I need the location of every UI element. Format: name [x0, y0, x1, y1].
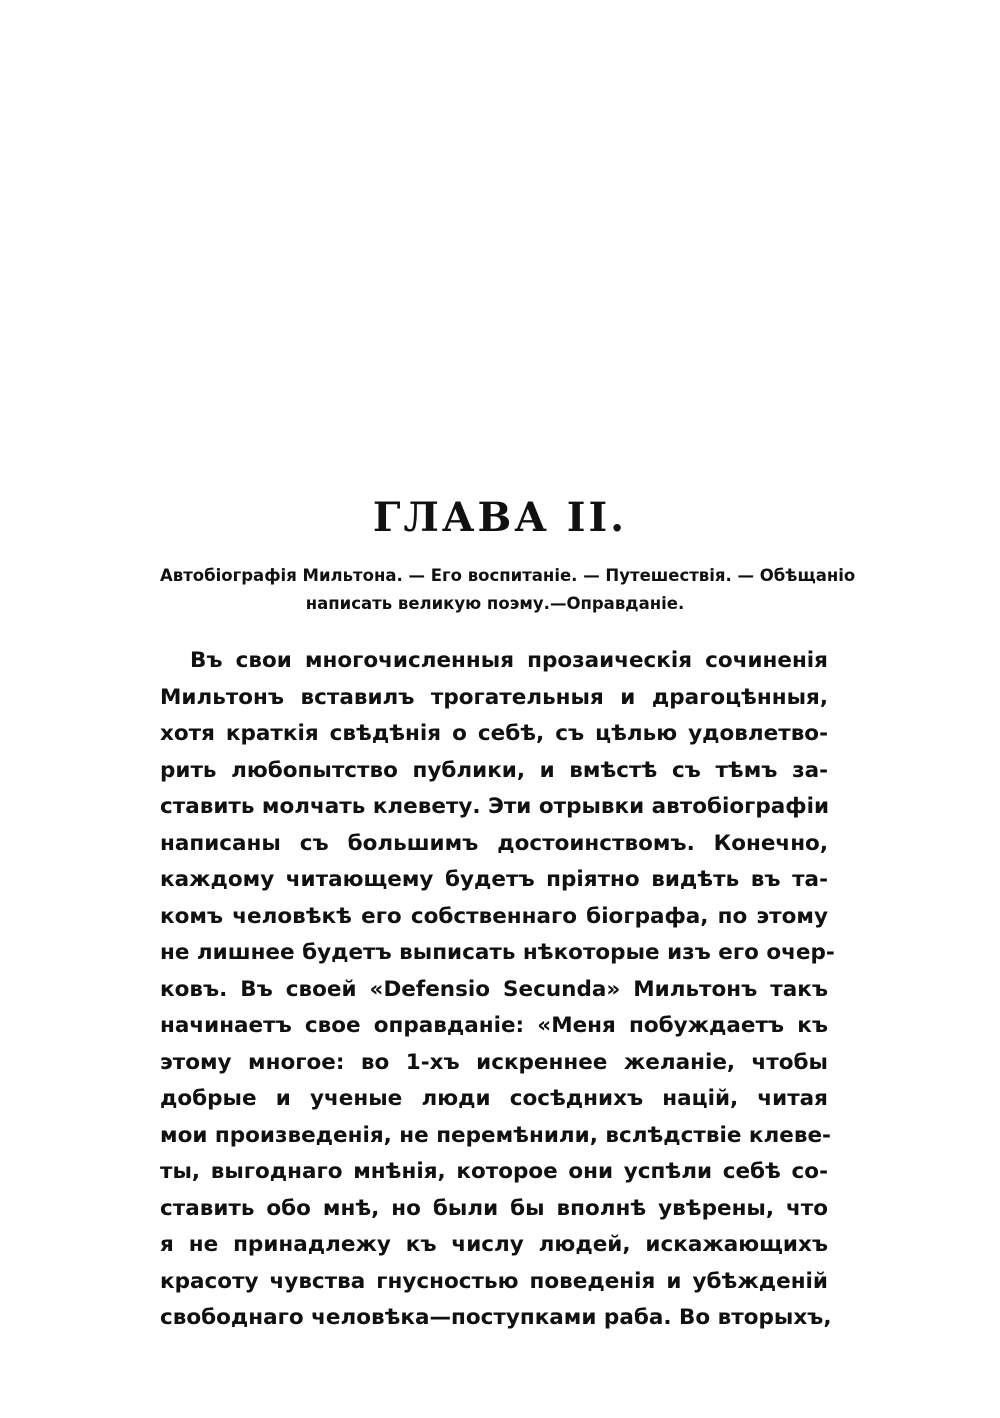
body-line: свободнаго человѣка—поступками раба. Во вторыхъ, [160, 1305, 832, 1330]
body-line: Мильтонъ вставилъ трогательныя и драгоцѣнныя, [160, 684, 828, 710]
body-line: начинаетъ свое оправданіе: «Меня побуждаетъ къ [160, 1013, 828, 1038]
body-line: не лишнее будетъ выписать нѣкоторые изъ его очер- [160, 940, 835, 965]
body-line: ставить молчать клевету. Эти отрывки автобіографіи [160, 794, 830, 819]
body-line: я не принадлежу къ числу людей, искажающихъ [160, 1232, 828, 1257]
body-paragraph [160, 643, 835, 1337]
body-line: красоту чувства гнусностью поведенія и убѣжденій [160, 1268, 828, 1294]
chapter-summary [160, 562, 856, 618]
body-line: каждому читающему будетъ пріятно видѣть въ та- [160, 867, 828, 892]
body-line: ковъ. Въ своей «Defensio Secunda» Мильтонъ такъ [160, 976, 828, 1002]
summary-line: Автобіографія Мильтона. — Его воспитаніе. — Путешествія. — Обѣщаніо [160, 566, 856, 585]
body-line: мои произведенія, не перемѣнили, вслѣдствіе клеве- [160, 1122, 831, 1148]
body-line: рить любопытство публики, и вмѣстѣ съ тѣмъ за- [160, 757, 828, 783]
summary-line: написать великую поэму.—Оправданіе. [305, 594, 685, 613]
chapter-title: ГЛАВА II. [372, 494, 628, 541]
body-line: добрые и ученые люди сосѣднихъ націй, читая [160, 1086, 828, 1111]
body-line: комъ человѣкѣ его собственнаго біографа, по этому [160, 903, 828, 929]
body-line: хотя краткія свѣдѣнія о себѣ, съ цѣлью удовлетво- [160, 721, 828, 746]
body-line: Въ свои многочисленныя прозаическія сочиненія [190, 648, 828, 673]
body-line: этому многое: во 1-хъ искреннее желаніе, чтобы [160, 1049, 828, 1075]
body-line: ставить обо мнѣ, но были бы вполнѣ увѣрены, что [160, 1195, 828, 1221]
body-line: ты, выгоднаго мнѣнія, которое они успѣли себѣ со- [160, 1159, 828, 1184]
body-line: написаны съ большимъ достоинствомъ. Конечно, [160, 830, 828, 856]
